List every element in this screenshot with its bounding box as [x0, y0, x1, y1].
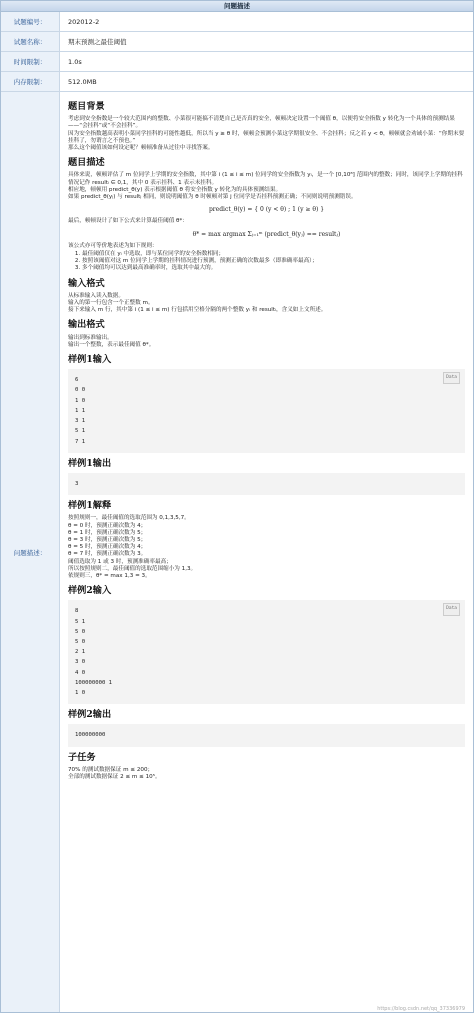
explanation-line: 按照规则一，最佳阈值的选取范围为 0,1,3,5,7。	[68, 515, 190, 522]
rule-item: 3. 多个阈值均可以达到最高准确率时，选取其中最大的。	[82, 265, 465, 272]
section-title-output: 输出格式	[68, 319, 105, 331]
sample1-output-text: 3	[75, 480, 79, 487]
paragraph: 该公式亦可等价地表述为如下规则：	[68, 242, 158, 249]
section-title-description: 题目描述	[68, 157, 105, 169]
paragraph: 从标准输入读入数据。	[68, 292, 124, 299]
rule-item: 2. 按照该阈值对这 m 位同学上学期的挂科情况进行预测，预测正确的次数最多（即准确率最高）；	[82, 258, 465, 265]
rule-item: 1. 最佳阈值仅在 yᵢ 中选取，即与某位同学的安全指数相同；	[82, 251, 465, 258]
copy-button[interactable]: Data	[443, 372, 460, 384]
sample2-output-text: 100000000	[75, 732, 106, 739]
paragraph: 因为安全指数越高表明小菜同学挂科的可能性越低，所以当 y ≥ θ 时，顿顿会预测小菜这学期很安全、不会挂科；反之若 y < θ，顿顿就会劝诫小菜：“你期末要挂科了，勿谓言之不预也。”	[68, 130, 465, 144]
rules-list	[68, 251, 465, 273]
paragraph: 如果 predict_θ(yⱼ) 与 resultⱼ 相同，则说明阈值为 θ 时顿顿对第 j 位同学是否挂科预测正确；不同则说明预测错误。	[68, 194, 357, 201]
section-title-subtask: 子任务	[68, 751, 96, 763]
paragraph: 具体来说，顿顿评估了 m 位同学上学期的安全指数，其中第 i (1 ≤ i ≤ m) 位同学的安全指数为 yᵢ，是一个 [0,10⁸] 范围内的整数；同时，该同学上学期的挂科情况记作 resultᵢ ∈ 0,1，其中 0 表示挂科、1 表示未挂科。	[68, 172, 463, 186]
paragraph: 输入的第一行包含一个正整数 m。	[68, 300, 154, 307]
explanation-line: θ = 1 时，预测正确次数为 5；	[68, 529, 147, 536]
section-title-input: 输入格式	[68, 277, 105, 289]
section-title-sample2-output: 样例2输出	[68, 709, 112, 721]
paragraph: 最后，顿顿设计了如下公式来计算最佳阈值 θ*：	[68, 218, 188, 225]
sample1-input-text: 6 0 0 1 0 1 1 3 1 5 1 7 1	[75, 377, 86, 445]
section-title-sample1-input: 样例1输入	[68, 354, 112, 366]
explanation-line: θ = 0 时，预测正确次数为 4；	[68, 522, 147, 529]
paragraph: 输出到标准输出。	[68, 334, 113, 341]
formula-threshold: θ* = max argmax Σⱼ₌₁ᵐ (predict_θ(yⱼ) == resultⱼ)	[192, 230, 341, 238]
explanation-line: θ = 5 时，预测正确次数为 4；	[68, 544, 147, 551]
sample2-input-text: 8 5 1 5 0 5 0 2 1 3 0 4 0 100000000 1 1 0	[75, 608, 113, 696]
meta-label: 时间限制：	[1, 52, 60, 72]
formula-predict: predict_θ(y) = { 0 (y < θ) ; 1 (y ≥ θ) }	[208, 206, 325, 214]
explanation-line: 阈值选取为 1 或 3 时，预测准确率最高；	[68, 558, 172, 565]
meta-value: 202012-2	[60, 12, 474, 32]
meta-row-time	[1, 52, 473, 72]
meta-value: 期末预测之最佳阈值	[60, 32, 474, 52]
section-title-sample1-output: 样例1输出	[68, 457, 112, 469]
watermark: https://blog.csdn.net/qq_37336979	[377, 1005, 465, 1012]
description-label: 问题描述：	[1, 92, 60, 1012]
meta-label: 内存限制：	[1, 72, 60, 92]
explanation-line: θ = 7 时，预测正确次数为 3。	[68, 551, 147, 558]
section-title-sample1-explanation: 样例1解释	[68, 500, 112, 512]
explanation-line: 依规则三，θ* = max 1,3 = 3。	[68, 572, 151, 579]
meta-label: 试题编号：	[1, 12, 60, 32]
meta-table	[1, 12, 473, 92]
explanation-line: 所以按照规则二，最佳阈值的选取范围缩小为 1,3。	[68, 565, 197, 572]
top-title: 问题描述	[1, 1, 473, 12]
meta-value: 512.0MB	[60, 72, 474, 92]
section-title-background: 题目背景	[68, 101, 105, 112]
meta-value: 1.0s	[60, 52, 474, 72]
meta-row-memory	[1, 72, 473, 92]
paragraph: 考虑到安全指数是一个较大范围内的整数、小菜很可能搞不清楚自己是否真的安全，顿顿决定设置一个阈值 θ，以便将安全指数 y 转化为一个具体的预测结果——“会挂科”或“不会挂科”。	[68, 116, 455, 130]
sample2-input-block	[68, 600, 465, 704]
meta-row-id	[1, 12, 473, 32]
section-title-sample2-input: 样例2输入	[68, 585, 112, 597]
copy-button[interactable]: Data	[443, 603, 460, 615]
paragraph: 那么这个阈值该如何设定呢？顿顿准备从过往中寻找答案。	[68, 145, 214, 152]
description-row	[1, 92, 473, 1013]
paragraph: 输出一个整数，表示最佳阈值 θ*。	[68, 341, 155, 348]
description-body	[60, 92, 473, 1013]
paragraph: 全部的测试数据保证 2 ≤ m ≤ 10⁵。	[68, 773, 161, 780]
sample1-output-block	[68, 473, 465, 495]
paragraph: 相应地，顿顿用 predict_θ(y) 表示根据阈值 θ 将安全指数 y 转化为的具体预测结果。	[68, 186, 282, 193]
paragraph: 70% 的测试数据保证 m ≤ 200；	[68, 766, 154, 773]
meta-label: 试题名称：	[1, 32, 60, 52]
meta-row-name	[1, 32, 473, 52]
explanation-line: θ = 3 时，预测正确次数为 5；	[68, 536, 147, 543]
sample1-input-block	[68, 369, 465, 452]
paragraph: 接下来输入 m 行，其中第 i (1 ≤ i ≤ m) 行包括用空格分隔的两个整数 yᵢ 和 resultᵢ，含义如上文所述。	[68, 307, 327, 314]
sample2-output-block	[68, 724, 465, 746]
